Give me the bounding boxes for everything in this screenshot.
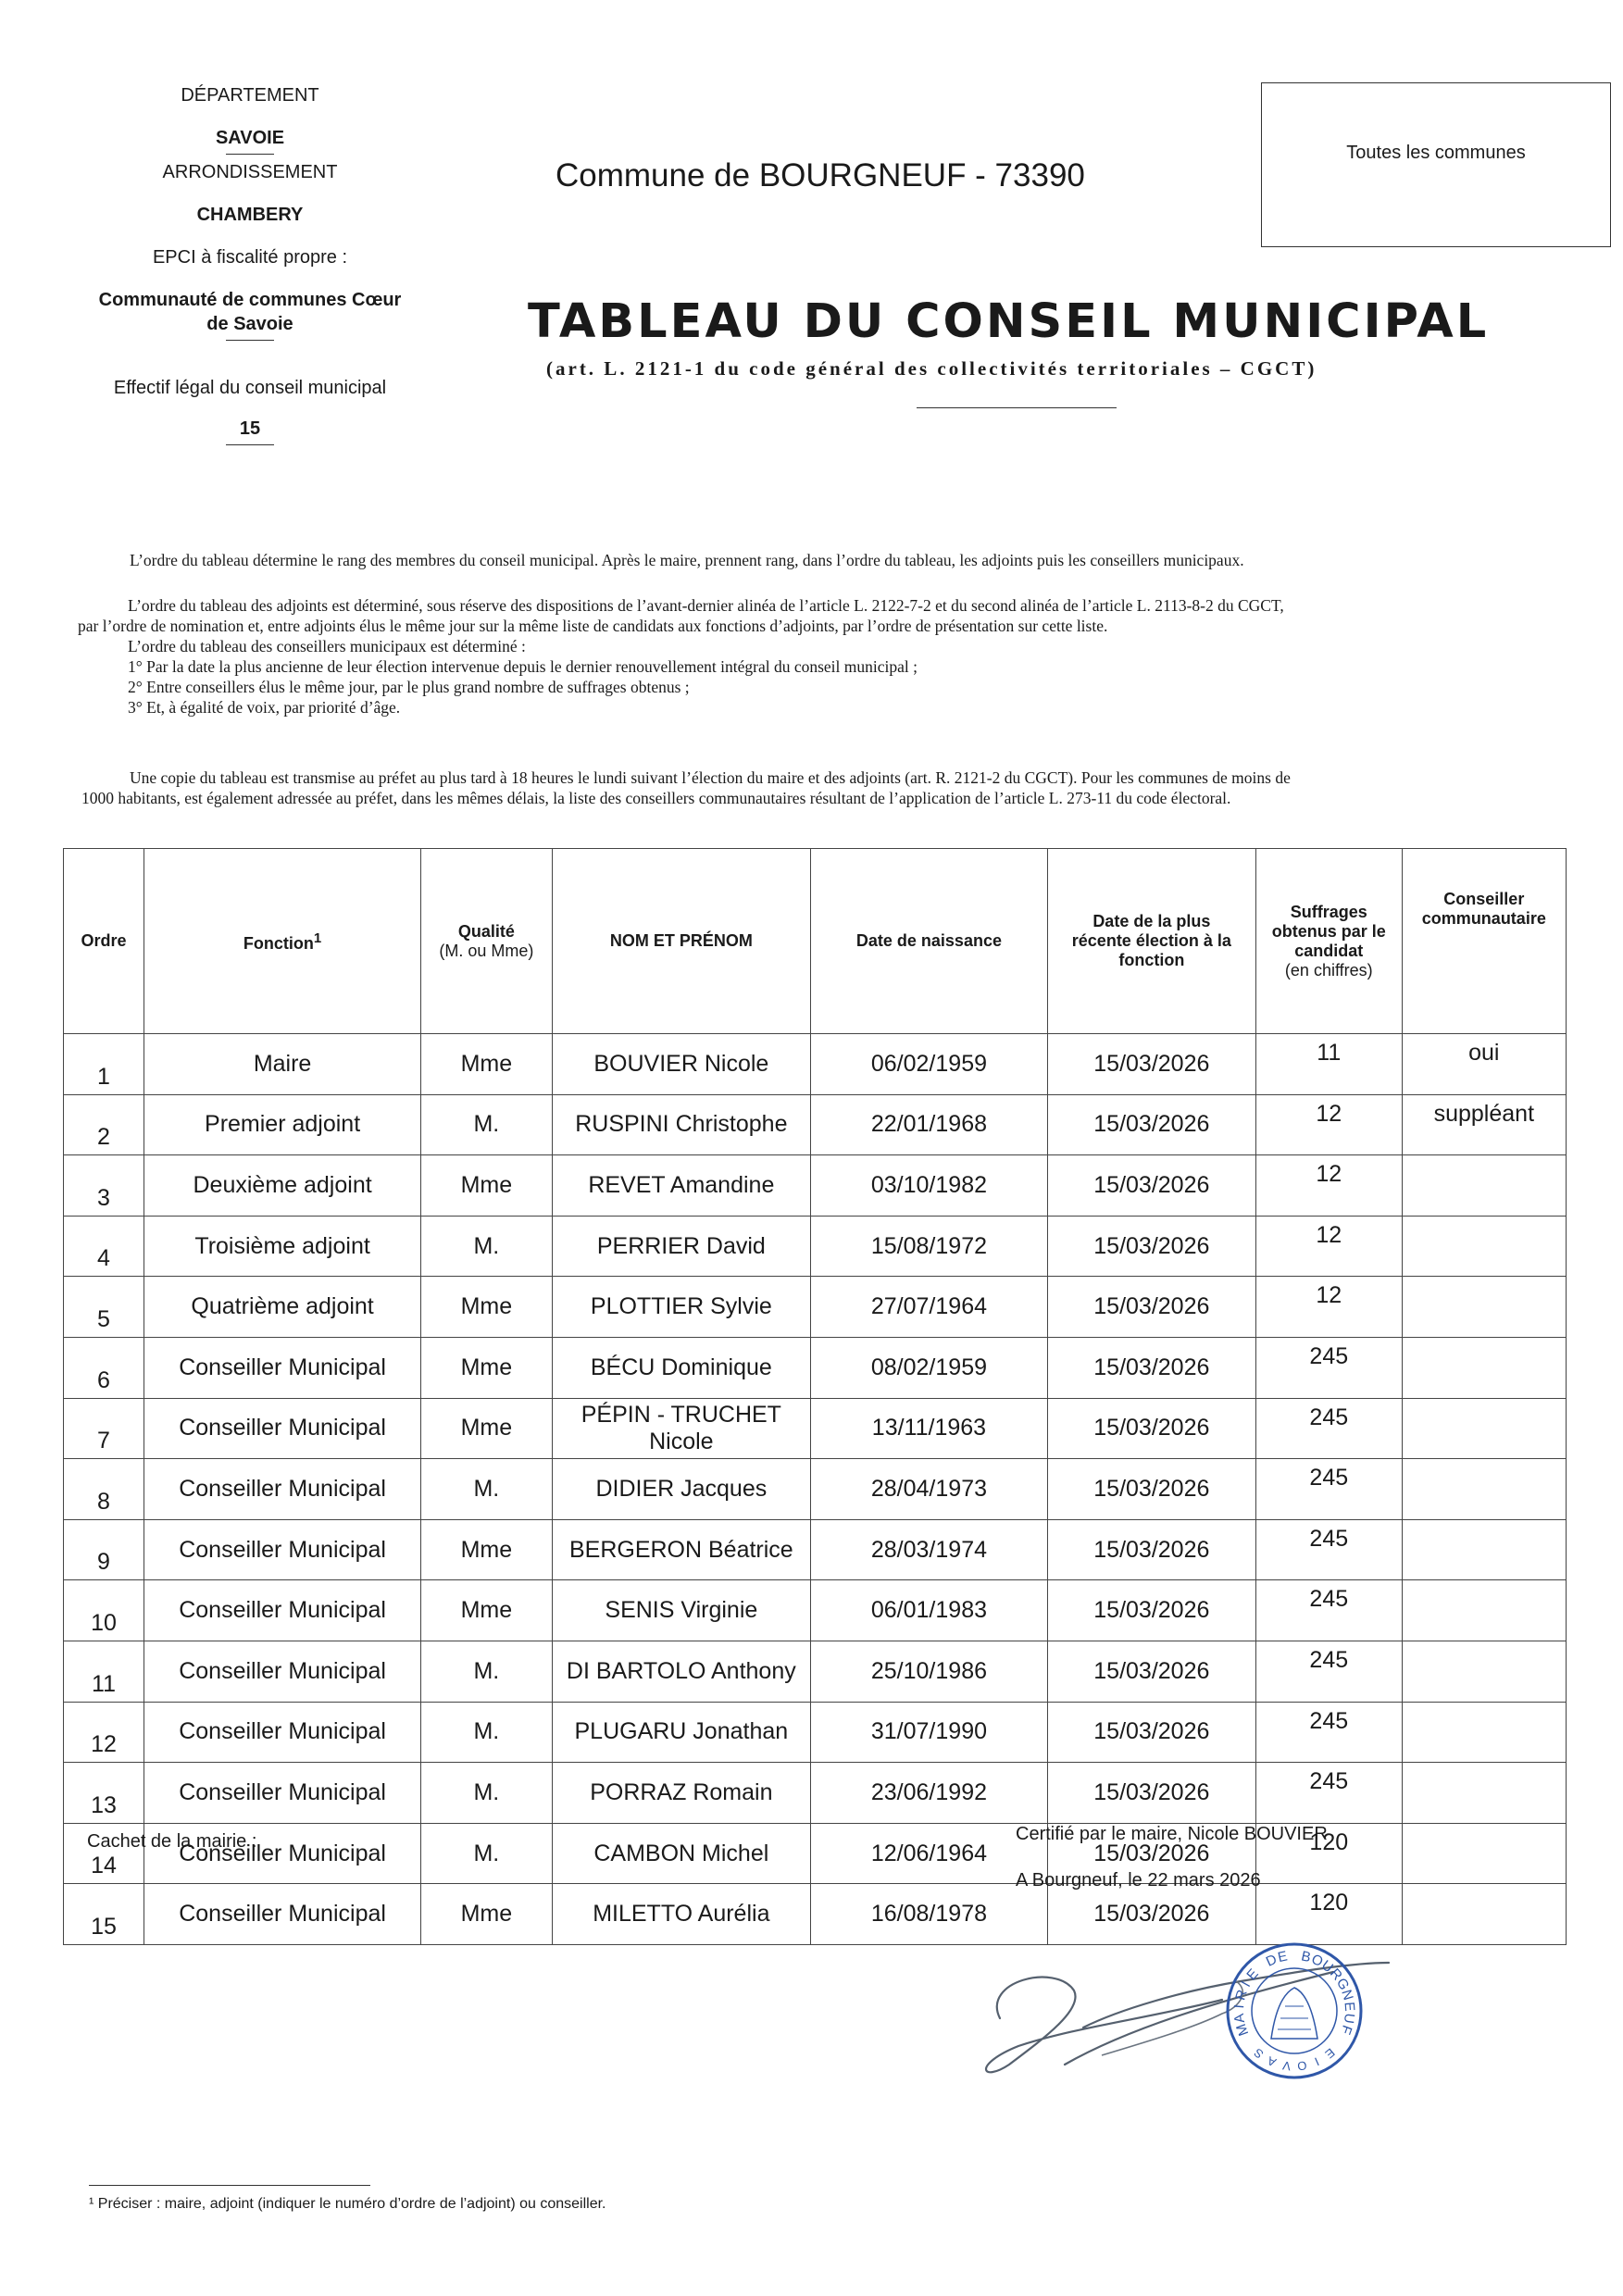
- cell-naissance: 15/08/1972: [811, 1216, 1048, 1277]
- stamp-letter: E: [1276, 1948, 1290, 1966]
- header-suffrages: Suffrages obtenus par le candidat (en chiffres): [1255, 849, 1402, 1034]
- stamp-letter: R: [1232, 1988, 1251, 2003]
- cell-election: 15/03/2026: [1047, 1763, 1255, 1824]
- table-row: [64, 1519, 1567, 1580]
- cell-conseiller-communautaire: [1402, 1580, 1566, 1641]
- cell-election: 15/03/2026: [1047, 1337, 1255, 1398]
- recipient-text: Toutes les communes: [1346, 143, 1526, 163]
- cell-naissance: 06/02/1959: [811, 1034, 1048, 1095]
- cell-qualite: M.: [421, 1641, 552, 1702]
- cachet-label: Cachet de la mairie :: [87, 1831, 257, 1852]
- cell-fonction: Deuxième adjoint: [144, 1155, 421, 1217]
- cell-fonction: Conseiller Municipal: [144, 1337, 421, 1398]
- cell-nom: CAMBON Michel: [552, 1823, 811, 1884]
- table-row: [64, 1094, 1567, 1155]
- intro-list-item: 2° Entre conseillers élus le même jour, par le plus grand nombre de suffrages obtenus ;: [128, 678, 690, 696]
- intro-paragraph: L’ordre du tableau des adjoints est déterminé, sous réserve des dispositions de l’avant-dernier alinéa de l’article L. 2122-7-2 et du second alinéa de l’article L. 2113-8-2 du CGCT,: [128, 596, 1284, 615]
- cell-ordre: 8: [64, 1459, 144, 1520]
- stamp-letter: O: [1296, 2058, 1308, 2074]
- cell-qualite: Mme: [421, 1884, 552, 1945]
- cell-naissance: 28/04/1973: [811, 1459, 1048, 1520]
- cell-conseiller-communautaire: [1402, 1216, 1566, 1277]
- header-conseiller-communautaire: Conseiller communautaire: [1402, 849, 1566, 1034]
- cell-nom: PERRIER David: [552, 1216, 811, 1277]
- cell-naissance: 25/10/1986: [811, 1641, 1048, 1702]
- cell-naissance: 06/01/1983: [811, 1580, 1048, 1641]
- cell-qualite: M.: [421, 1216, 552, 1277]
- cell-ordre: 10: [64, 1580, 144, 1641]
- cell-conseiller-communautaire: [1402, 1337, 1566, 1398]
- cell-conseiller-communautaire: [1402, 1823, 1566, 1884]
- table-row: [64, 1398, 1567, 1459]
- stamp-letter: I: [1238, 1978, 1255, 1990]
- stamp-letter: E: [1322, 2045, 1338, 2062]
- header-naissance: Date de naissance: [811, 849, 1048, 1034]
- epci-label: EPCI à fiscalité propre :: [152, 247, 348, 268]
- cell-naissance: 31/07/1990: [811, 1702, 1048, 1763]
- cell-nom: REVET Amandine: [552, 1155, 811, 1217]
- cell-qualite: Mme: [421, 1034, 552, 1095]
- cell-qualite: M.: [421, 1094, 552, 1155]
- cell-election: 15/03/2026: [1047, 1094, 1255, 1155]
- stamp-letter: V: [1281, 2058, 1292, 2074]
- cell-fonction: Conseiller Municipal: [144, 1641, 421, 1702]
- cell-suffrages: 11: [1255, 1034, 1402, 1095]
- stamp-letter: U: [1318, 1957, 1336, 1977]
- cell-ordre: 12: [64, 1702, 144, 1763]
- cell-fonction: Conseiller Municipal: [144, 1519, 421, 1580]
- cell-ordre: 14: [64, 1823, 144, 1884]
- divider: [226, 340, 274, 341]
- epci-name-line2: de Savoie: [206, 314, 293, 334]
- cell-election: 15/03/2026: [1047, 1216, 1255, 1277]
- cell-nom: PORRAZ Romain: [552, 1763, 811, 1824]
- intro-paragraph: L’ordre du tableau des conseillers municipaux est déterminé :: [128, 637, 526, 655]
- stamp-letter: M: [1232, 2021, 1253, 2039]
- cell-naissance: 08/02/1959: [811, 1337, 1048, 1398]
- cell-suffrages: 12: [1255, 1094, 1402, 1155]
- effectif-value: 15: [239, 418, 261, 439]
- table-header-row: [64, 849, 1567, 1034]
- cell-suffrages: 245: [1255, 1763, 1402, 1824]
- cell-qualite: M.: [421, 1702, 552, 1763]
- table-row: [64, 1155, 1567, 1217]
- cell-suffrages: 120: [1255, 1884, 1402, 1945]
- cell-conseiller-communautaire: [1402, 1277, 1566, 1338]
- intro-list-item: 1° Par la date la plus ancienne de leur élection intervenue depuis le dernier renouvellement intégral du conseil municipal ;: [128, 657, 918, 676]
- intro-text: [81, 767, 1563, 808]
- document-subtitle: (art. L. 2121-1 du code général des collectivités territoriales – CGCT): [546, 357, 1317, 380]
- cell-ordre: 6: [64, 1337, 144, 1398]
- cell-election: 15/03/2026: [1047, 1459, 1255, 1520]
- cell-suffrages: 12: [1255, 1155, 1402, 1217]
- cell-fonction: Conseiller Municipal: [144, 1823, 421, 1884]
- table-row: [64, 1823, 1567, 1884]
- cell-qualite: M.: [421, 1823, 552, 1884]
- table-row: [64, 1641, 1567, 1702]
- stamp-letter: E: [1243, 1965, 1262, 1984]
- divider: [917, 407, 1117, 408]
- cell-election: 15/03/2026: [1047, 1519, 1255, 1580]
- cell-ordre: 1: [64, 1034, 144, 1095]
- cell-fonction: Troisième adjoint: [144, 1216, 421, 1277]
- cell-qualite: M.: [421, 1763, 552, 1824]
- stamp-letter: E: [1341, 2001, 1358, 2013]
- header-ordre: Ordre: [64, 849, 144, 1034]
- cell-fonction: Conseiller Municipal: [144, 1884, 421, 1945]
- cell-conseiller-communautaire: [1402, 1763, 1566, 1824]
- cell-qualite: Mme: [421, 1519, 552, 1580]
- cell-suffrages: 245: [1255, 1702, 1402, 1763]
- cell-election: 15/03/2026: [1047, 1155, 1255, 1217]
- table-row: [64, 1580, 1567, 1641]
- intro-paragraph: par l’ordre de nomination et, entre adjoints élus le même jour sur la même liste de candidats aux fonctions d’adjoints, par l’ordre de présentation sur cette liste.: [78, 617, 1108, 635]
- cell-nom: DI BARTOLO Anthony: [552, 1641, 811, 1702]
- cell-ordre: 13: [64, 1763, 144, 1824]
- cell-naissance: 16/08/1978: [811, 1884, 1048, 1945]
- cell-conseiller-communautaire: [1402, 1398, 1566, 1459]
- footnote-divider: [89, 2185, 370, 2186]
- cell-fonction: Conseiller Municipal: [144, 1459, 421, 1520]
- cell-suffrages: 245: [1255, 1337, 1402, 1398]
- cell-qualite: Mme: [421, 1337, 552, 1398]
- cell-suffrages: 245: [1255, 1459, 1402, 1520]
- cell-suffrages: 12: [1255, 1216, 1402, 1277]
- stamp-letter: A: [1265, 2053, 1279, 2070]
- cell-ordre: 3: [64, 1155, 144, 1217]
- cell-ordre: 4: [64, 1216, 144, 1277]
- intro-paragraph: L’ordre du tableau détermine le rang des membres du conseil municipal. Après le maire, prennent rang, dans l’ordre du tableau, les adjoints puis les conseillers municipaux.: [130, 551, 1244, 569]
- cell-qualite: M.: [421, 1459, 552, 1520]
- cell-ordre: 7: [64, 1398, 144, 1459]
- cell-fonction: Conseiller Municipal: [144, 1763, 421, 1824]
- cell-conseiller-communautaire: [1402, 1459, 1566, 1520]
- cell-naissance: 12/06/1964: [811, 1823, 1048, 1884]
- table-row: [64, 1337, 1567, 1398]
- stamp-letter: N: [1338, 1988, 1356, 2003]
- stamp-letter: D: [1263, 1951, 1280, 1970]
- arrondissement-name: CHAMBERY: [196, 205, 304, 225]
- cell-fonction: Quatrième adjoint: [144, 1277, 421, 1338]
- table-row: [64, 1034, 1567, 1095]
- cell-conseiller-communautaire: [1402, 1519, 1566, 1580]
- stamp-letter: F: [1337, 2023, 1355, 2037]
- cell-nom: MILETTO Aurélia: [552, 1884, 811, 1945]
- cell-ordre: 11: [64, 1641, 144, 1702]
- intro-paragraph: 1000 habitants, est également adressée au préfet, dans les mêmes délais, la liste des conseillers communautaires résultant de l’application de l’article L. 273-11 du code électoral.: [81, 789, 1231, 807]
- cell-ordre: 5: [64, 1277, 144, 1338]
- commune-title: Commune de BOURGNEUF - 73390: [556, 157, 1085, 193]
- cell-conseiller-communautaire: suppléant: [1402, 1094, 1566, 1155]
- cell-nom: BÉCU Dominique: [552, 1337, 811, 1398]
- cell-election: 15/03/2026: [1047, 1277, 1255, 1338]
- cell-nom: PLUGARU Jonathan: [552, 1702, 811, 1763]
- cell-suffrages: 120: [1255, 1823, 1402, 1884]
- administrative-header: [56, 83, 444, 451]
- cell-nom: PÉPIN - TRUCHET Nicole: [552, 1398, 811, 1459]
- cell-naissance: 27/07/1964: [811, 1277, 1048, 1338]
- cell-fonction: Conseiller Municipal: [144, 1702, 421, 1763]
- cell-naissance: 23/06/1992: [811, 1763, 1048, 1824]
- header-qualite: Qualité (M. ou Mme): [421, 849, 552, 1034]
- cell-nom: DIDIER Jacques: [552, 1459, 811, 1520]
- cell-suffrages: 245: [1255, 1519, 1402, 1580]
- cell-nom: SENIS Virginie: [552, 1580, 811, 1641]
- cell-qualite: Mme: [421, 1155, 552, 1217]
- cell-suffrages: 245: [1255, 1641, 1402, 1702]
- cell-fonction: Maire: [144, 1034, 421, 1095]
- document-title: TABLEAU DU CONSEIL MUNICIPAL: [528, 294, 1490, 349]
- stamp-letter: O: [1308, 1951, 1326, 1970]
- departement-label: DÉPARTEMENT: [181, 85, 319, 106]
- stamp-letter: R: [1326, 1965, 1345, 1984]
- intro-text: [81, 550, 1563, 570]
- cell-conseiller-communautaire: oui: [1402, 1034, 1566, 1095]
- stamp-letter: I: [1312, 2054, 1322, 2069]
- cell-suffrages: 245: [1255, 1398, 1402, 1459]
- cell-election: 15/03/2026: [1047, 1823, 1255, 1884]
- cell-conseiller-communautaire: [1402, 1155, 1566, 1217]
- header-fonction: Fonction$^1$: [144, 849, 421, 1034]
- stamp-letter: I: [1231, 2003, 1248, 2010]
- table-row: [64, 1763, 1567, 1824]
- table-row: [64, 1702, 1567, 1763]
- cell-naissance: 03/10/1982: [811, 1155, 1048, 1217]
- cell-suffrages: 12: [1255, 1277, 1402, 1338]
- intro-text: [80, 595, 1561, 718]
- council-table: [63, 848, 1567, 1945]
- cell-election: 15/03/2026: [1047, 1034, 1255, 1095]
- cell-fonction: Conseiller Municipal: [144, 1580, 421, 1641]
- cell-qualite: Mme: [421, 1580, 552, 1641]
- departement-name: SAVOIE: [215, 128, 285, 148]
- cell-ordre: 2: [64, 1094, 144, 1155]
- cell-fonction: Premier adjoint: [144, 1094, 421, 1155]
- certification-text: Certifié par le maire, Nicole BOUVIER: [1016, 1824, 1328, 1844]
- divider: [226, 154, 274, 155]
- table-row: [64, 1459, 1567, 1520]
- cell-election: 15/03/2026: [1047, 1580, 1255, 1641]
- cell-conseiller-communautaire: [1402, 1641, 1566, 1702]
- header-election: Date de la plus récente élection à la fonction: [1047, 849, 1255, 1034]
- effectif-label: Effectif légal du conseil municipal: [113, 378, 387, 398]
- cell-ordre: 15: [64, 1884, 144, 1945]
- cell-naissance: 28/03/1974: [811, 1519, 1048, 1580]
- cell-nom: BOUVIER Nicole: [552, 1034, 811, 1095]
- table-row: [64, 1277, 1567, 1338]
- intro-paragraph: Une copie du tableau est transmise au préfet au plus tard à 18 heures le lundi suivant l’élection du maire et des adjoints (art. R. 2121-2 du CGCT). Pour les communes de moins de: [130, 768, 1291, 787]
- cell-fonction: Conseiller Municipal: [144, 1398, 421, 1459]
- cell-election: 15/03/2026: [1047, 1398, 1255, 1459]
- cell-qualite: Mme: [421, 1398, 552, 1459]
- stamp-letter: S: [1251, 2045, 1267, 2062]
- stamp-letter: A: [1230, 2012, 1249, 2025]
- cell-election: 15/03/2026: [1047, 1641, 1255, 1702]
- cell-nom: BERGERON Béatrice: [552, 1519, 811, 1580]
- cell-naissance: 13/11/1963: [811, 1398, 1048, 1459]
- recipient-box: [1261, 82, 1611, 247]
- mairie-stamp: [1220, 1937, 1368, 2085]
- place-date: A Bourgneuf, le 22 mars 2026: [1016, 1870, 1261, 1890]
- stamp-letter: B: [1299, 1948, 1313, 1966]
- cell-election: 15/03/2026: [1047, 1884, 1255, 1945]
- divider: [226, 444, 274, 445]
- cell-conseiller-communautaire: [1402, 1884, 1566, 1945]
- intro-list-item: 3° Et, à égalité de voix, par priorité d’âge.: [128, 698, 401, 717]
- arrondissement-label: ARRONDISSEMENT: [162, 162, 338, 182]
- cell-ordre: 9: [64, 1519, 144, 1580]
- footnote: ¹ Préciser : maire, adjoint (indiquer le numéro d’ordre de l’adjoint) ou conseiller.: [89, 2196, 606, 2212]
- epci-name-line1: Communauté de communes Cœur: [98, 290, 402, 310]
- cell-suffrages: 245: [1255, 1580, 1402, 1641]
- header-nom: NOM ET PRÉNOM: [552, 849, 811, 1034]
- stamp-letter: U: [1340, 2012, 1358, 2025]
- cell-naissance: 22/01/1968: [811, 1094, 1048, 1155]
- cell-election: 15/03/2026: [1047, 1702, 1255, 1763]
- stamp-letter: G: [1332, 1976, 1353, 1993]
- cell-nom: PLOTTIER Sylvie: [552, 1277, 811, 1338]
- cell-qualite: Mme: [421, 1277, 552, 1338]
- cell-conseiller-communautaire: [1402, 1702, 1566, 1763]
- cell-nom: RUSPINI Christophe: [552, 1094, 811, 1155]
- table-row: [64, 1216, 1567, 1277]
